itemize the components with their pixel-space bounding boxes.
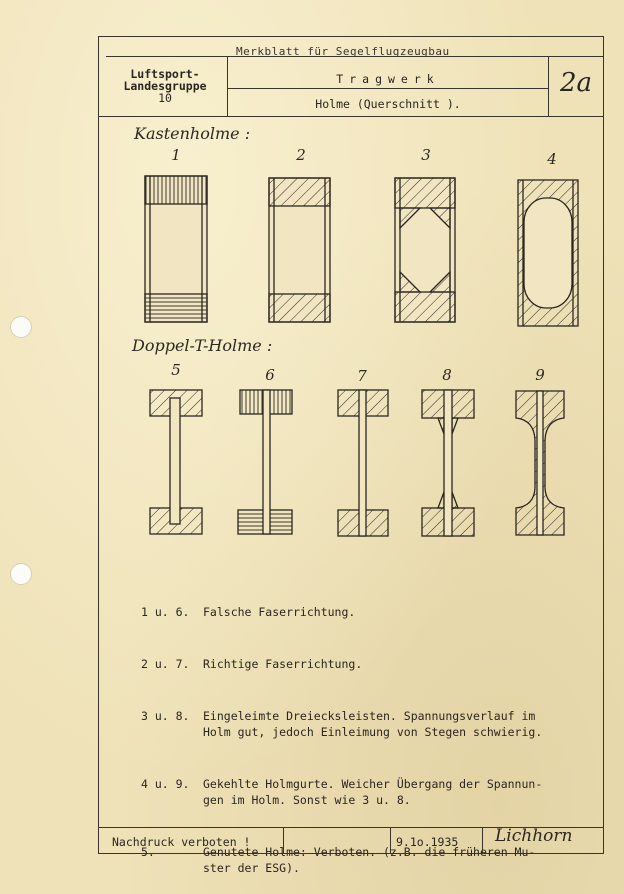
org-line-1: Luftsport- (130, 67, 200, 81)
box-spar-4-figure (518, 180, 578, 326)
figure-number-7: 7 (357, 367, 367, 385)
box-spar-1-figure (145, 176, 207, 322)
note-key: 1 u. 6. (141, 605, 190, 619)
subject-title: Tragwerk (336, 72, 440, 86)
i-spar-5-figure (150, 390, 202, 534)
note-text: Genutete Holme: Verboten. (z.B. die früheren Mu- ster der ESG). (203, 845, 536, 875)
org-line-2: Landesgruppe (123, 79, 207, 93)
note-key: 2 u. 7. (141, 657, 190, 671)
i-spar-6-figure (238, 390, 292, 534)
box-spar-3-figure (395, 178, 455, 322)
i-spar-7-figure (338, 390, 388, 536)
figure-number-6: 6 (265, 366, 275, 384)
footer-date: 9.1o.1935 (396, 835, 459, 849)
header-top-title: Merkblatt für Segelflugzeugbau (236, 45, 450, 58)
note-item (141, 776, 601, 808)
note-item (141, 708, 601, 740)
note-key: 5. (141, 845, 155, 859)
note-text: Gekehlte Holmgurte. Weicher Übergang der Spannun- gen im Holm. Sonst wie 3 u. 8. (203, 777, 543, 807)
section-label-box-spars: Kastenholme : (134, 124, 251, 143)
figure-number-9: 9 (535, 366, 545, 384)
note-key: 3 u. 8. (141, 709, 190, 723)
figure-number-3: 3 (421, 146, 431, 164)
footer-divider-3 (482, 827, 483, 854)
i-spar-8-figure (422, 390, 474, 536)
note-text: Richtige Faserrichtung. (203, 657, 363, 671)
reprint-notice: Nachdruck verboten ! (112, 835, 251, 849)
note-text: Falsche Faserrichtung. (203, 605, 356, 619)
i-spar-9-figure (516, 391, 564, 535)
box-spar-2-figure (269, 178, 330, 322)
sheet-number: 2a (559, 68, 593, 98)
topic-title: Holme (Querschnitt ). (315, 97, 461, 111)
note-item (141, 604, 601, 620)
figure-number-8: 8 (442, 366, 452, 384)
figure-number-2: 2 (296, 146, 306, 164)
figure-number-5: 5 (171, 361, 181, 379)
note-text: Eingeleimte Dreiecksleisten. Spannungsverlauf im Holm gut, jedoch Einleimung von Stegen schwierig. (203, 709, 543, 739)
figure-number-1: 1 (171, 146, 181, 164)
section-label-double-t: Doppel-T-Holme : (132, 336, 273, 355)
signature: Lichhorn (495, 826, 573, 846)
org-line-3: 10 (158, 91, 172, 105)
figure-number-4: 4 (547, 150, 557, 168)
note-item (141, 656, 601, 672)
footer-divider-1 (283, 827, 284, 854)
note-key: 4 u. 9. (141, 777, 190, 791)
footer-divider-2 (390, 827, 391, 854)
